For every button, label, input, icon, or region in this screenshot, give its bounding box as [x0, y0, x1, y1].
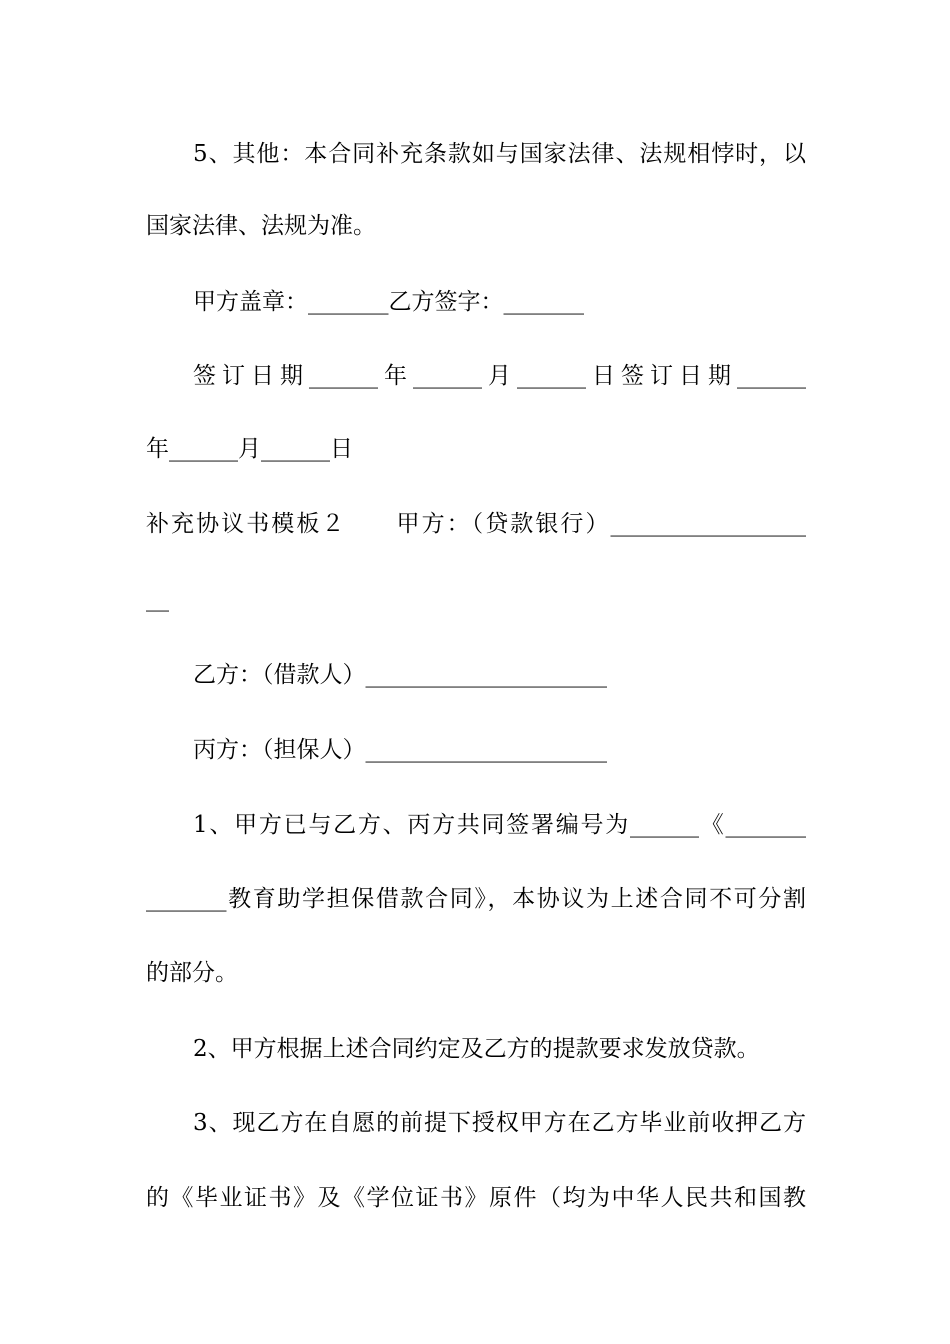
party-line: 乙方：（借款人）_____________________ [193, 662, 607, 688]
paragraph-line: 1、甲方已与乙方、丙方共同签署编号为______《_______ [193, 812, 806, 838]
paragraph-line: 的《毕业证书》及《学位证书》原件（均为中华人民共和国教 [146, 1185, 806, 1211]
party-line: 丙方：（担保人）_____________________ [193, 737, 607, 763]
paragraph-line: __ [146, 586, 169, 612]
date-line: 年______月______日 [146, 436, 353, 462]
paragraph-line: 5、其他：本合同补充条款如与国家法律、法规相悖时，以 [193, 141, 806, 167]
paragraph-line: _______教育助学担保借款合同》，本协议为上述合同不可分割 [146, 886, 806, 912]
paragraph-line: 2、甲方根据上述合同约定及乙方的提款要求发放贷款。 [193, 1036, 760, 1062]
date-line: 签订日期______年______月______日签订日期______ [193, 363, 806, 389]
section-heading-line: 补充协议书模板２ 甲方：（贷款银行）_________________ [146, 511, 806, 537]
paragraph-line: 国家法律、法规为准。 [146, 213, 376, 239]
paragraph-line: 的部分。 [146, 960, 238, 986]
paragraph-line: 3、现乙方在自愿的前提下授权甲方在乙方毕业前收押乙方 [193, 1110, 806, 1136]
signature-line: 甲方盖章：_______乙方签字：_______ [193, 289, 584, 315]
